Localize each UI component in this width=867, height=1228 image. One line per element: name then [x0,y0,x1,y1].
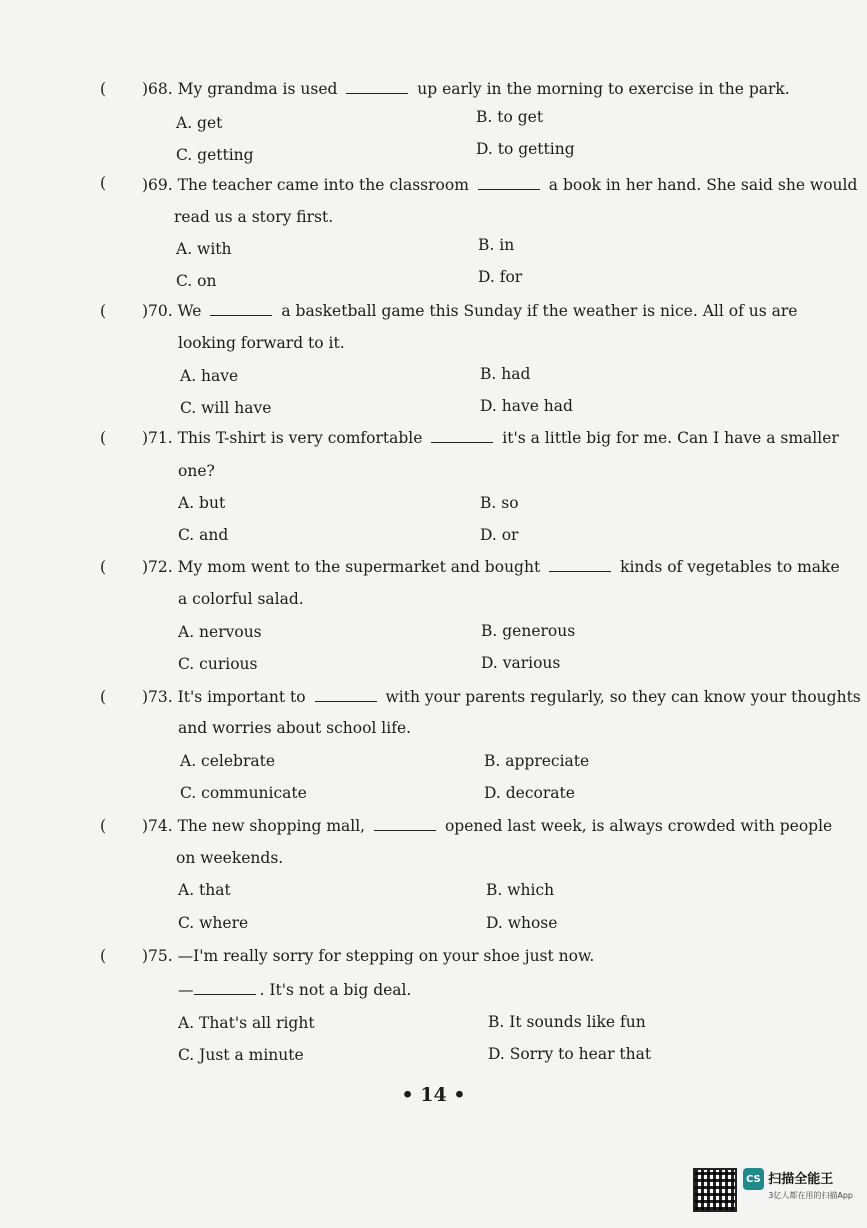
stem-text: a basketball game this Sunday if the weather is nice. All of us are [281,302,798,320]
option-b: B. generous [481,622,576,640]
stem-text: a colorful salad. [178,590,304,608]
answer-blank [210,303,272,316]
stem-text: opened last week, is always crowded with people [444,817,833,835]
option-c: C. getting [176,146,254,164]
option-c: C. on [176,272,217,290]
option-d: D. for [478,268,523,286]
option-d: D. Sorry to hear that [488,1045,652,1063]
stem-text: with your parents regularly, so they can know your thoughts [385,688,861,706]
stem-text: one? [178,462,215,480]
app-name: 扫描全能王 [768,1172,834,1187]
stem-text: My grandma is used [177,80,338,98]
option-a: A. that [178,881,231,899]
answer-paren[interactable]: ( [100,80,107,98]
stem-text: The new shopping mall, [177,817,366,835]
stem-text: My mom went to the supermarket and bought [177,558,541,576]
option-d: D. whose [486,914,558,932]
option-d: D. various [481,654,561,672]
dialogue-dash: — [178,981,194,999]
question-number: )71. [142,429,173,447]
option-c: C. where [178,914,249,932]
answer-paren[interactable]: ( [100,302,107,320]
stem-text: read us a story first. [174,208,334,226]
option-b: B. so [480,494,519,512]
option-d: D. have had [480,397,573,415]
option-a: A. That's all right [178,1014,315,1032]
option-a: A. nervous [178,623,262,641]
option-d: D. or [480,526,519,544]
stem-text: —I'm really sorry for stepping on your shoe just now. [177,947,595,965]
answer-blank [431,430,493,443]
qr-code-icon [693,1168,737,1212]
answer-paren[interactable]: ( [100,817,107,835]
answer-blank [194,982,256,995]
scanner-watermark [693,1168,853,1214]
answer-blank [549,559,611,572]
option-d: D. to getting [476,140,575,158]
question-number: )70. [142,302,173,320]
answer-blank [346,81,408,94]
answer-blank [374,818,436,831]
stem-text: it's a little big for me. Can I have a smaller [502,429,839,447]
option-a: A. have [180,367,239,385]
question-number: )74. [142,817,173,835]
option-c: C. and [178,526,229,544]
stem-text: a book in her hand. She said she would [548,176,858,194]
question-number: )73. [142,688,173,706]
option-d: D. decorate [484,784,575,802]
stem-text: and worries about school life. [178,719,412,737]
stem-text: The teacher came into the classroom [177,176,469,194]
stem-text: . It's not a big deal. [259,981,412,999]
option-b: B. appreciate [484,752,590,770]
option-a: A. but [178,494,226,512]
answer-paren[interactable]: ( [100,429,107,447]
stem-text: It's important to [177,688,306,706]
app-tagline: 3亿人都在用的扫描App [768,1191,853,1200]
stem-text: We [177,302,202,320]
option-b: B. had [480,365,531,383]
question-number: )68. [142,80,173,98]
option-c: C. will have [180,399,272,417]
option-b: B. to get [476,108,544,126]
question-number: )72. [142,558,173,576]
option-b: B. which [486,881,555,899]
stem-text: on weekends. [176,849,284,867]
answer-paren[interactable]: ( [100,558,107,576]
answer-blank [315,689,377,702]
stem-text: up early in the morning to exercise in the park. [417,80,790,98]
answer-paren[interactable]: ( [100,947,107,965]
option-b: B. It sounds like fun [488,1013,646,1031]
option-c: C. curious [178,655,258,673]
option-a: A. with [176,240,232,258]
stem-text: This T-shirt is very comfortable [177,429,423,447]
camscanner-logo-icon: CS [743,1168,765,1190]
answer-paren[interactable]: ( [100,174,107,192]
answer-blank [478,177,540,190]
option-b: B. in [478,236,515,254]
stem-text: kinds of vegetables to make [620,558,840,576]
page-number: • 14 • [401,1084,466,1106]
option-c: C. communicate [180,784,307,802]
answer-paren[interactable]: ( [100,688,107,706]
option-c: C. Just a minute [178,1046,304,1064]
stem-text: looking forward to it. [178,334,345,352]
question-number: )69. [142,176,173,194]
option-a: A. get [176,114,223,132]
option-a: A. celebrate [180,752,276,770]
question-number: )75. [142,947,173,965]
